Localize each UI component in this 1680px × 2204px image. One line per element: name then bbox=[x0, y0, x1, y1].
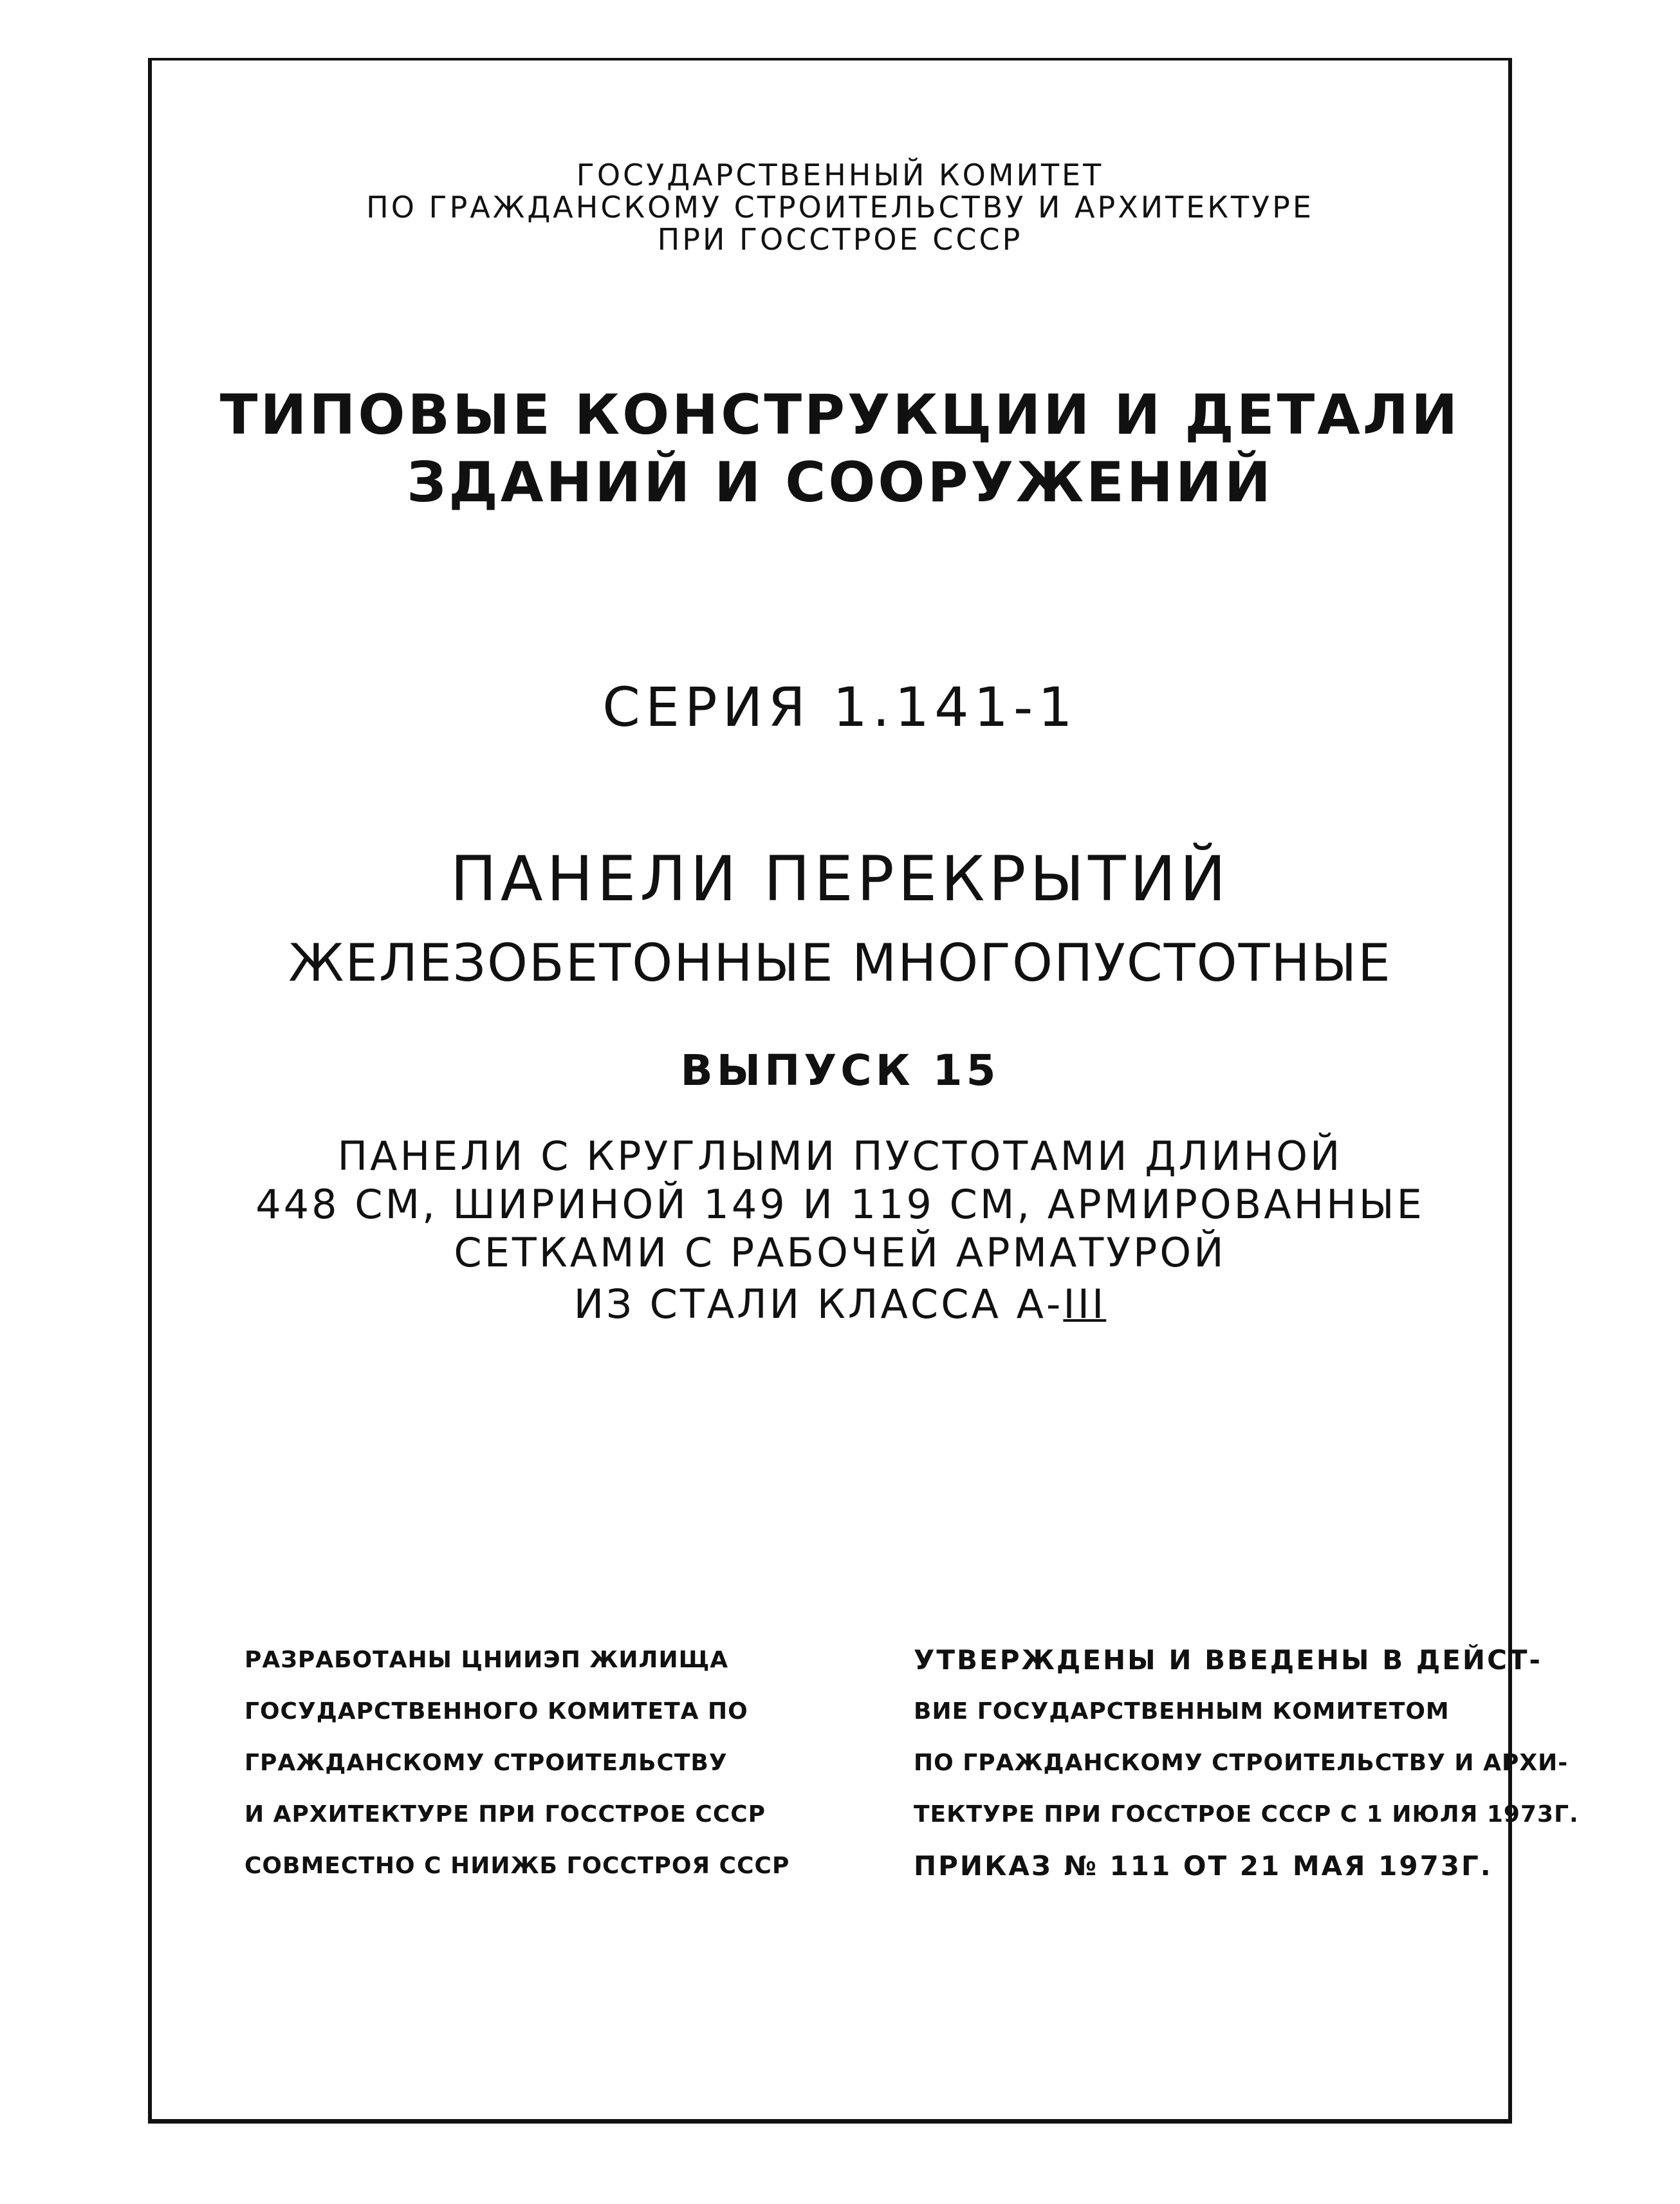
collection-title-line-2: ЗДАНИЙ И СООРУЖЕНИЙ bbox=[407, 450, 1273, 515]
approved-by-line: ВИЕ ГОСУДАРСТВЕННЫМ КОМИТЕТОМ bbox=[914, 1698, 1450, 1725]
approved-by-line: УТВЕРЖДЕНЫ И ВВЕДЕНЫ В ДЕЙСТ- bbox=[914, 1644, 1542, 1676]
approved-by-line: ПРИКАЗ № 111 ОТ 21 МАЯ 1973Г. bbox=[914, 1850, 1493, 1882]
steel-class-prefix: ИЗ СТАЛИ КЛАССА А- bbox=[573, 1281, 1064, 1328]
description-line-2: 448 СМ, ШИРИНОЙ 149 И 119 СМ, АРМИРОВАННЫЕ bbox=[255, 1181, 1425, 1228]
issue-number: ВЫПУСК 15 bbox=[680, 1046, 1000, 1095]
collection-title-line-1: ТИПОВЫЕ КОНСТРУКЦИИ И ДЕТАЛИ bbox=[219, 383, 1461, 447]
developed-by-line: РАЗРАБОТАНЫ ЦНИИЭП ЖИЛИЩА bbox=[245, 1647, 729, 1673]
series-number: СЕРИЯ 1.141-1 bbox=[602, 676, 1078, 739]
developed-by-line: СОВМЕСТНО С НИИЖБ ГОССТРОЯ СССР bbox=[245, 1853, 790, 1879]
agency-line-1: ГОСУДАРСТВЕННЫЙ КОМИТЕТ bbox=[576, 158, 1104, 192]
agency-line-3: ПРИ ГОССТРОЕ СССР bbox=[657, 222, 1023, 257]
document-title-line-1: ПАНЕЛИ ПЕРЕКРЫТИЙ bbox=[450, 843, 1230, 915]
developed-by-line: И АРХИТЕКТУРЕ ПРИ ГОССТРОЕ СССР bbox=[245, 1801, 766, 1828]
description-line-3: СЕТКАМИ С РАБОЧЕЙ АРМАТУРОЙ bbox=[454, 1229, 1226, 1276]
developed-by-block bbox=[245, 1634, 789, 1892]
agency-line-2: ПО ГРАЖДАНСКОМУ СТРОИТЕЛЬСТВУ И АРХИТЕКТУРЕ bbox=[366, 190, 1314, 225]
developed-by-line: ГОСУДАРСТВЕННОГО КОМИТЕТА ПО bbox=[245, 1698, 748, 1725]
description-line-1: ПАНЕЛИ С КРУГЛЫМИ ПУСТОТАМИ ДЛИНОЙ bbox=[337, 1133, 1343, 1180]
steel-class-roman: III bbox=[1063, 1281, 1107, 1328]
approved-by-line: ТЕКТУРЕ ПРИ ГОССТРОЕ СССР С 1 ИЮЛЯ 1973Г. bbox=[914, 1801, 1579, 1828]
document-title-line-2: ЖЕЛЕЗОБЕТОННЫЕ МНОГОПУСТОТНЫЕ bbox=[288, 933, 1392, 993]
description-line-4 bbox=[0, 1281, 1680, 1328]
developed-by-line: ГРАЖДАНСКОМУ СТРОИТЕЛЬСТВУ bbox=[245, 1750, 728, 1776]
approved-by-block bbox=[914, 1634, 1579, 1892]
approved-by-line: ПО ГРАЖДАНСКОМУ СТРОИТЕЛЬСТВУ И АРХИ- bbox=[914, 1750, 1569, 1776]
